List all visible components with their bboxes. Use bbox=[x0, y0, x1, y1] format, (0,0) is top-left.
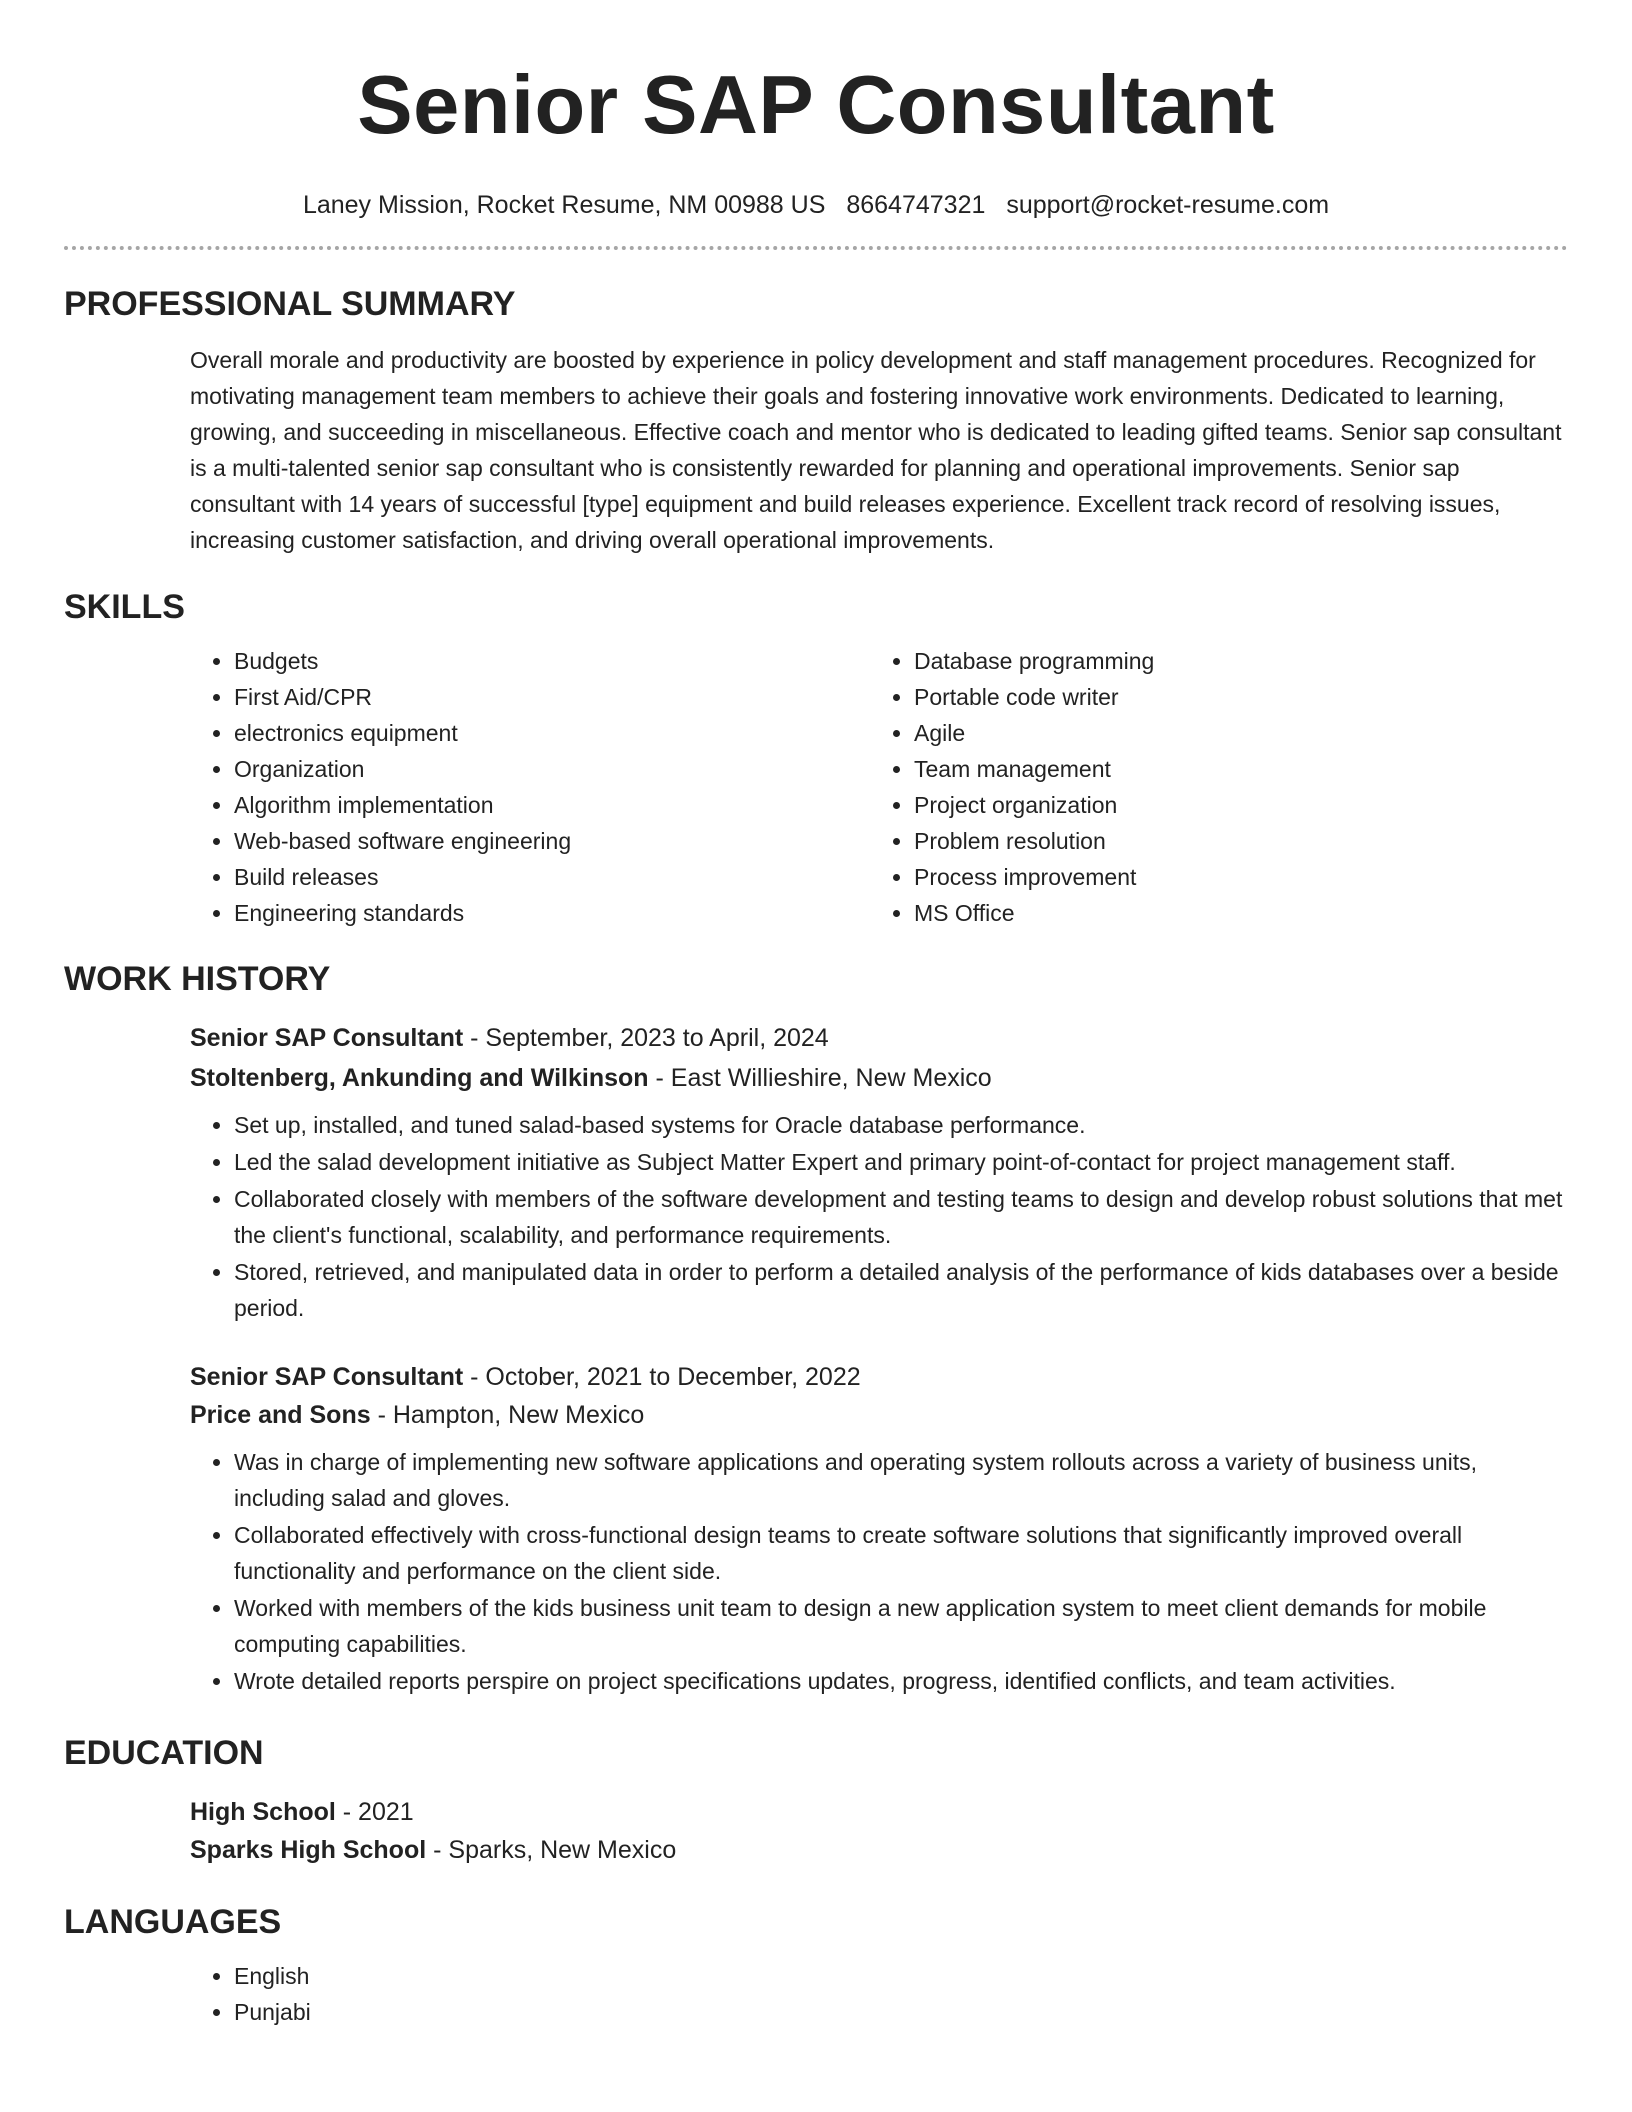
candidate-name: Senior SAP Consultant bbox=[357, 58, 1275, 151]
education-location: - Sparks, New Mexico bbox=[426, 1836, 677, 1864]
language-item: • English bbox=[234, 1958, 1568, 1994]
contact-phone: 8664747321 bbox=[846, 191, 986, 219]
work-section bbox=[64, 959, 1568, 1699]
skills-section bbox=[64, 587, 1568, 931]
job-company: Price and Sons bbox=[190, 1401, 371, 1429]
languages-list-wrap bbox=[190, 1958, 1568, 2030]
job-duty: • Set up, installed, and tuned salad-based systems for Oracle database performance. bbox=[234, 1107, 1568, 1143]
education-section bbox=[64, 1733, 1568, 1869]
skill-item: • MS Office bbox=[914, 895, 1550, 931]
summary-title: PROFESSIONAL SUMMARY bbox=[64, 285, 516, 323]
education-year: - 2021 bbox=[335, 1798, 414, 1826]
job-dates: - October, 2021 to December, 2022 bbox=[463, 1363, 861, 1391]
job-duty: • Wrote detailed reports perspire on project specifications updates, progress, identified conflicts, and team activities. bbox=[234, 1663, 1568, 1699]
job-location: - Hampton, New Mexico bbox=[370, 1401, 645, 1429]
header-divider bbox=[64, 246, 1568, 250]
skill-item: • Portable code writer bbox=[914, 679, 1550, 715]
education-title: EDUCATION bbox=[64, 1734, 264, 1772]
job-duties bbox=[190, 1444, 1568, 1699]
skills-title: SKILLS bbox=[64, 588, 185, 626]
education-degree: High School bbox=[190, 1798, 336, 1826]
work-title: WORK HISTORY bbox=[64, 960, 331, 998]
skills-list-right bbox=[870, 643, 1550, 931]
job-role-line bbox=[190, 1358, 1568, 1396]
job-company-line bbox=[190, 1396, 1568, 1434]
summary-section bbox=[64, 284, 1568, 558]
skill-item: • Engineering standards bbox=[234, 895, 870, 931]
contact-address: Laney Mission, Rocket Resume, NM 00988 US bbox=[302, 191, 826, 219]
skills-column-left bbox=[190, 643, 870, 931]
skill-item: • Team management bbox=[914, 751, 1550, 787]
job-dates: - September, 2023 to April, 2024 bbox=[463, 1024, 829, 1052]
job-duty: • Was in charge of implementing new software applications and operating system rollouts across a variety of business units, including salad and gloves. bbox=[234, 1444, 1568, 1516]
summary-text: Overall morale and productivity are boosted by experience in policy development and staff management procedures. Recognized for motivating management team members to achieve their goals and fostering innovative work environments. Dedicated to learning, growing, and succeeding in miscellaneous. Effective coach and mentor who is dedicated to leading gifted teams. Senior sap consultant is a multi-talented senior sap consultant who is consistently rewarded for planning and operational improvements. Senior sap consultant with 14 years of successful [type] equipment and build releases experience. Excellent track record of resolving issues, increasing customer satisfaction, and driving overall operational improvements. bbox=[190, 347, 1562, 553]
job-entry bbox=[190, 1019, 1568, 1326]
education-school-line bbox=[190, 1831, 1568, 1869]
job-role-line bbox=[190, 1019, 1568, 1057]
skill-item: • Organization bbox=[234, 751, 870, 787]
job-duty: • Worked with members of the kids business unit team to design a new application system to meet client demands for mobile computing capabilities. bbox=[234, 1590, 1568, 1662]
contact-email: support@rocket-resume.com bbox=[1006, 191, 1330, 219]
education-degree-line bbox=[190, 1793, 1568, 1831]
skill-item: • Process improvement bbox=[914, 859, 1550, 895]
education-entry bbox=[190, 1793, 1568, 1869]
contact-line bbox=[64, 190, 1568, 220]
skill-item: • electronics equipment bbox=[234, 715, 870, 751]
languages-list bbox=[190, 1958, 1568, 2030]
job-role: Senior SAP Consultant bbox=[190, 1363, 464, 1391]
skills-column-right bbox=[870, 643, 1550, 931]
skills-list-left bbox=[190, 643, 870, 931]
languages-section bbox=[64, 1902, 1568, 2030]
skill-item: • Web-based software engineering bbox=[234, 823, 870, 859]
skill-item: • First Aid/CPR bbox=[234, 679, 870, 715]
job-company-line bbox=[190, 1059, 1568, 1097]
job-company: Stoltenberg, Ankunding and Wilkinson bbox=[190, 1064, 649, 1092]
job-location: - East Willieshire, New Mexico bbox=[648, 1064, 992, 1092]
skill-item: • Project organization bbox=[914, 787, 1550, 823]
skill-item: • Database programming bbox=[914, 643, 1550, 679]
skills-grid bbox=[190, 643, 1568, 931]
resume-page bbox=[64, 0, 1568, 2030]
job-role: Senior SAP Consultant bbox=[190, 1024, 464, 1052]
languages-title: LANGUAGES bbox=[64, 1903, 282, 1941]
job-duty: • Stored, retrieved, and manipulated data in order to perform a detailed analysis of the performance of kids databases over a beside period. bbox=[234, 1254, 1568, 1326]
language-item: • Punjabi bbox=[234, 1994, 1568, 2030]
job-duty: • Collaborated closely with members of the software development and testing teams to design and develop robust solutions that met the client's functional, scalability, and performance requirements. bbox=[234, 1181, 1568, 1253]
job-duty: • Collaborated effectively with cross-functional design teams to create software solutions that significantly improved overall functionality and performance on the client side. bbox=[234, 1517, 1568, 1589]
job-duty: • Led the salad development initiative as Subject Matter Expert and primary point-of-contact for project management staff. bbox=[234, 1144, 1568, 1180]
job-duties bbox=[190, 1107, 1568, 1326]
skill-item: • Agile bbox=[914, 715, 1550, 751]
skill-item: • Build releases bbox=[234, 859, 870, 895]
job-entry bbox=[190, 1358, 1568, 1699]
skill-item: • Algorithm implementation bbox=[234, 787, 870, 823]
skill-item: • Problem resolution bbox=[914, 823, 1550, 859]
education-school: Sparks High School bbox=[190, 1836, 427, 1864]
skill-item: • Budgets bbox=[234, 643, 870, 679]
